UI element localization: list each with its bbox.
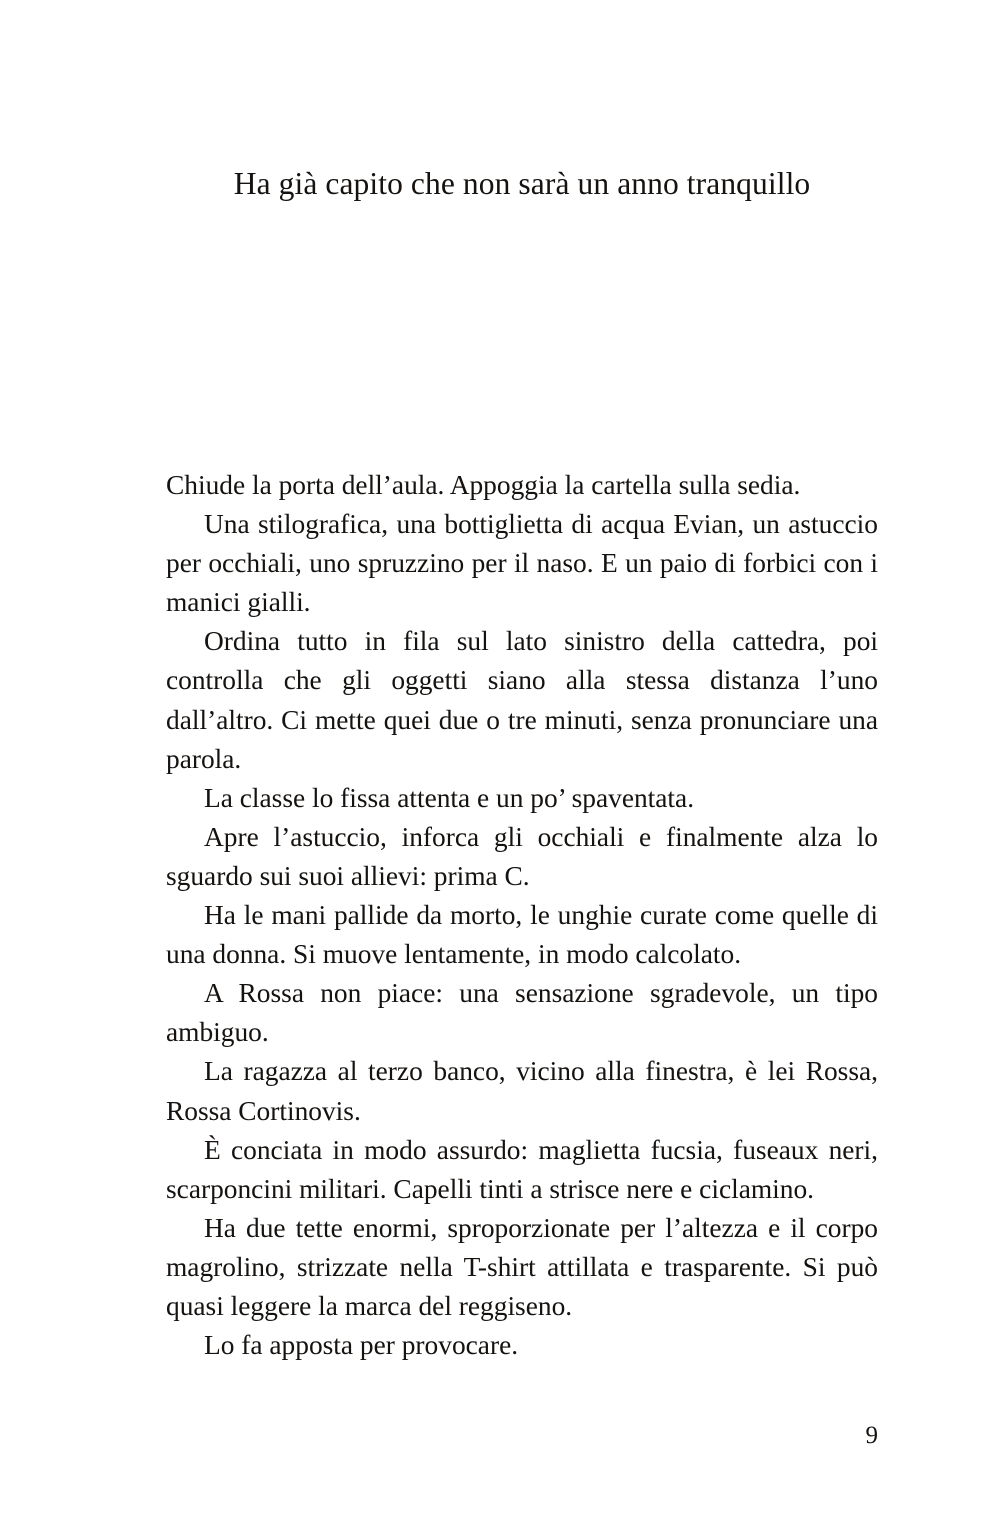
paragraph: La classe lo fissa attenta e un po’ spaventata. xyxy=(204,782,695,813)
page-number: 9 xyxy=(865,1422,878,1449)
paragraph: Chiude la porta dell’aula. Appoggia la cartella sulla sedia. xyxy=(166,470,801,500)
paragraph: Lo fa apposta per provocare. xyxy=(204,1330,519,1361)
paragraph: Apre l’astuccio, inforca gli occhiali e finalmente alza lo sguardo sui suoi allievi: prima C. xyxy=(166,821,878,891)
paragraph: Ha le mani pallide da morto, le unghie curate come quelle di una donna. Si muove lentamente, in modo calcolato. xyxy=(166,900,878,970)
paragraph: Ha due tette enormi, sproporzionate per l’altezza e il corpo magrolino, strizzate nella T-shirt attillata e trasparente. Si può quasi leggere la marca del reggiseno. xyxy=(166,1212,878,1321)
paragraph: A Rossa non piace: una sensazione sgradevole, un tipo ambiguo. xyxy=(166,978,878,1048)
body-text-block xyxy=(166,466,878,1365)
paragraph: La ragazza al terzo banco, vicino alla finestra, è lei Rossa, Rossa Cortinovis. xyxy=(166,1056,878,1126)
paragraph: È conciata in modo assurdo: maglietta fucsia, fuseaux neri, scarponcini militari. Capelli tinti a strisce nere e ciclamino. xyxy=(166,1134,878,1204)
chapter-title: Ha già capito che non sarà un anno tranquillo xyxy=(233,166,811,202)
paragraph: Una stilografica, una bottiglietta di acqua Evian, un astuccio per occhiali, uno spruzzino per il naso. E un paio di forbici con i manici gialli. xyxy=(166,509,878,618)
paragraph: Ordina tutto in fila sul lato sinistro della cattedra, poi controlla che gli oggetti siano alla stessa distanza l’uno dall’altro. Ci mette quei due o tre minuti, senza pronunciare una parola. xyxy=(166,626,878,774)
